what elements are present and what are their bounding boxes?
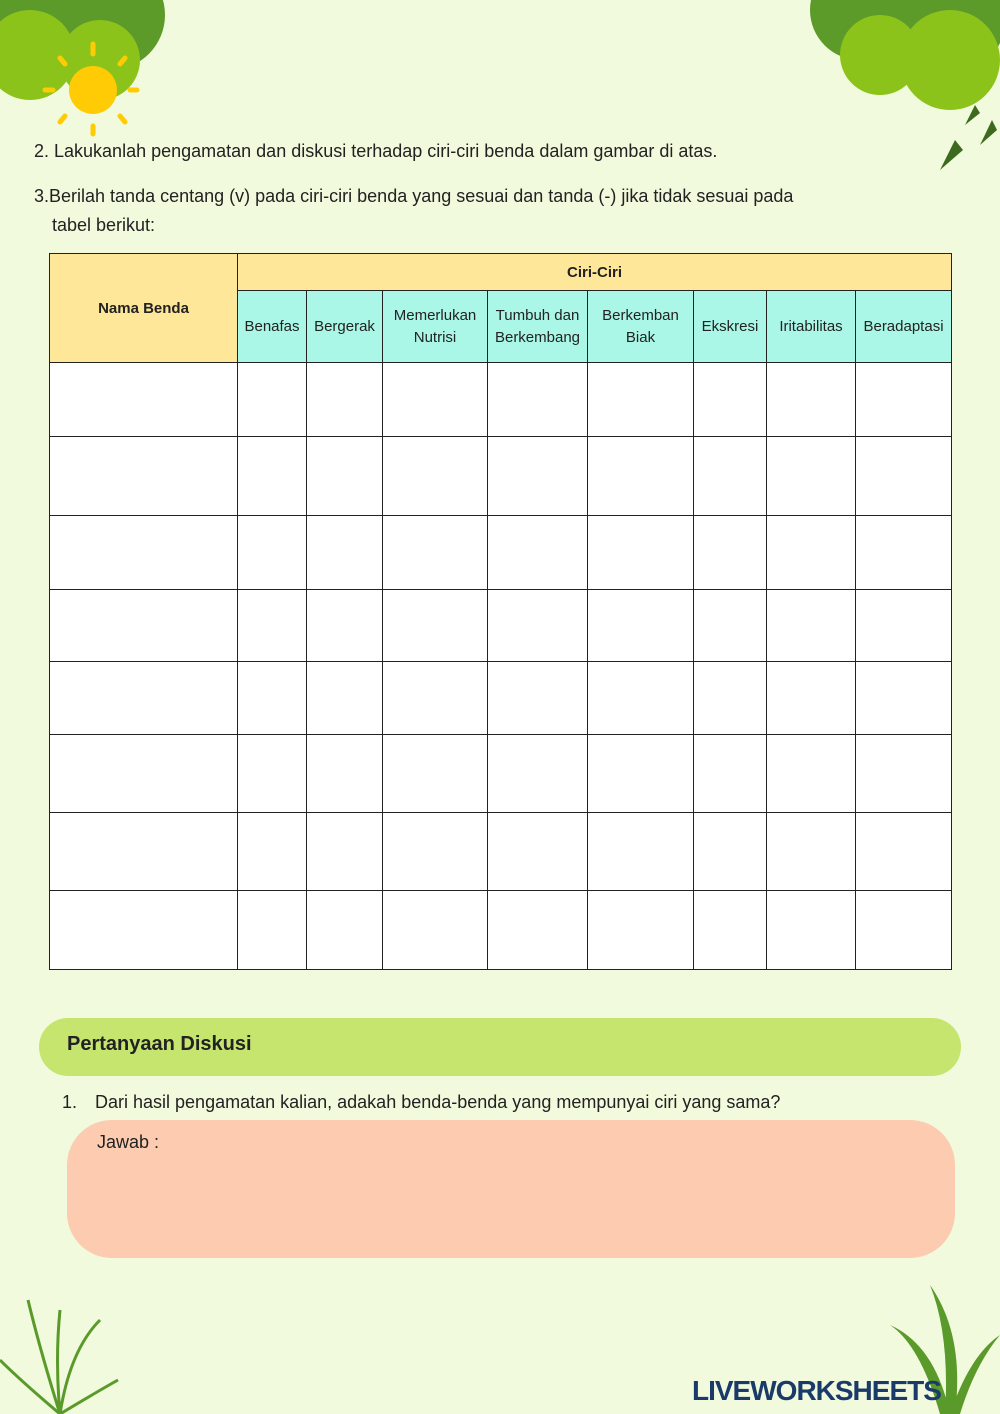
trait-input[interactable] [856, 544, 951, 561]
trait-input[interactable] [383, 765, 487, 782]
trait-cell [383, 590, 488, 662]
table-row [50, 662, 952, 735]
trait-input[interactable] [383, 843, 487, 860]
trait-cell [383, 735, 488, 813]
trait-cell [488, 590, 588, 662]
trait-input[interactable] [383, 617, 487, 634]
trait-input[interactable] [383, 391, 487, 408]
trait-cell [694, 363, 767, 437]
column-header: Iritabilitas [767, 291, 856, 363]
trait-cell [307, 891, 383, 970]
trait-cell [694, 891, 767, 970]
trait-cell [588, 516, 694, 590]
trait-cell [856, 813, 952, 891]
trait-input[interactable] [488, 689, 587, 706]
answer-input[interactable] [97, 1162, 921, 1246]
trait-input[interactable] [856, 689, 951, 706]
table-row [50, 363, 952, 437]
table-row [50, 813, 952, 891]
trait-cell [694, 437, 767, 516]
object-name-input[interactable] [50, 617, 237, 634]
trait-cell [767, 891, 856, 970]
trait-input[interactable] [588, 765, 693, 782]
trait-cell [238, 813, 307, 891]
trait-input[interactable] [767, 617, 855, 634]
trait-cell [694, 516, 767, 590]
trait-cell [383, 662, 488, 735]
question-number: 1. [62, 1092, 78, 1112]
column-header: Beradaptasi [856, 291, 952, 363]
grass-left-decoration-icon [0, 1290, 120, 1414]
tree-sun-decoration-icon [0, 0, 180, 140]
trait-input[interactable] [307, 467, 382, 484]
trait-cell [238, 516, 307, 590]
trait-cell [383, 437, 488, 516]
discussion-title: Pertanyaan Diskusi [67, 1033, 252, 1055]
trait-input[interactable] [383, 544, 487, 561]
column-header: Memerlukan Nutrisi [383, 291, 488, 363]
trait-input[interactable] [383, 467, 487, 484]
trait-input[interactable] [238, 689, 306, 706]
trait-input[interactable] [238, 617, 306, 634]
trait-cell [856, 363, 952, 437]
trait-cell [588, 437, 694, 516]
trait-input[interactable] [238, 765, 306, 782]
trait-cell [767, 735, 856, 813]
trait-input[interactable] [238, 544, 306, 561]
trait-cell [238, 662, 307, 735]
object-name-cell [50, 813, 238, 891]
trait-cell [238, 363, 307, 437]
trait-cell [488, 891, 588, 970]
trait-cell [307, 813, 383, 891]
answer-label: Jawab : [97, 1132, 160, 1152]
trait-input[interactable] [488, 617, 587, 634]
instruction-step-3: 3.Berilah tanda centang (v) pada ciri-ciri benda yang sesuai dan tanda (-) jika tidak sesuai pada [34, 186, 794, 206]
table-row [50, 735, 952, 813]
trait-input[interactable] [588, 921, 693, 938]
trait-input[interactable] [488, 391, 587, 408]
object-name-cell [50, 363, 238, 437]
trait-input[interactable] [307, 765, 382, 782]
trait-cell [488, 735, 588, 813]
trait-input[interactable] [307, 689, 382, 706]
trait-cell [307, 363, 383, 437]
trait-input[interactable] [307, 843, 382, 860]
liveworksheets-logo: LIVEWORKSHEETS [692, 1375, 941, 1406]
trait-input[interactable] [488, 765, 587, 782]
object-name-cell [50, 735, 238, 813]
object-name-input[interactable] [50, 765, 237, 782]
trait-cell [767, 813, 856, 891]
object-name-input[interactable] [50, 391, 237, 408]
trait-input[interactable] [588, 843, 693, 860]
object-name-input[interactable] [50, 843, 237, 860]
trait-cell [767, 437, 856, 516]
trait-input[interactable] [767, 391, 855, 408]
trait-input[interactable] [856, 617, 951, 634]
trait-input[interactable] [488, 843, 587, 860]
trait-input[interactable] [238, 843, 306, 860]
trait-input[interactable] [238, 921, 306, 938]
discussion-header [39, 1018, 961, 1076]
trait-cell [694, 662, 767, 735]
trait-input[interactable] [694, 689, 766, 706]
trait-input[interactable] [694, 617, 766, 634]
tree-birds-decoration-icon [800, 0, 1000, 180]
trait-input[interactable] [694, 391, 766, 408]
trait-input[interactable] [694, 765, 766, 782]
column-header: Berkemban Biak [588, 291, 694, 363]
object-name-cell [50, 437, 238, 516]
trait-input[interactable] [307, 391, 382, 408]
trait-cell [307, 516, 383, 590]
trait-cell [307, 662, 383, 735]
trait-cell [588, 662, 694, 735]
trait-input[interactable] [588, 544, 693, 561]
trait-cell [856, 590, 952, 662]
trait-cell [856, 891, 952, 970]
trait-cell [767, 590, 856, 662]
trait-input[interactable] [767, 544, 855, 561]
trait-cell [767, 516, 856, 590]
object-name-input[interactable] [50, 467, 237, 484]
instruction-step-3-cont: tabel berikut: [52, 215, 156, 235]
trait-input[interactable] [588, 391, 693, 408]
trait-input[interactable] [856, 765, 951, 782]
trait-input[interactable] [694, 544, 766, 561]
column-header: Benafas [238, 291, 307, 363]
trait-cell [307, 590, 383, 662]
trait-cell [488, 437, 588, 516]
trait-cell [307, 437, 383, 516]
trait-input[interactable] [694, 921, 766, 938]
trait-cell [694, 735, 767, 813]
trait-input[interactable] [588, 689, 693, 706]
object-name-input[interactable] [50, 544, 237, 561]
instruction-step-2: 2. Lakukanlah pengamatan dan diskusi terhadap ciri-ciri benda dalam gambar di atas. [34, 141, 718, 161]
object-name-cell [50, 590, 238, 662]
trait-cell [238, 590, 307, 662]
trait-input[interactable] [856, 843, 951, 860]
trait-cell [488, 363, 588, 437]
trait-cell [767, 363, 856, 437]
trait-input[interactable] [694, 467, 766, 484]
trait-input[interactable] [383, 921, 487, 938]
trait-cell [238, 437, 307, 516]
question-text: Dari hasil pengamatan kalian, adakah benda-benda yang mempunyai ciri yang sama? [95, 1092, 781, 1112]
trait-cell [588, 363, 694, 437]
trait-input[interactable] [307, 617, 382, 634]
trait-input[interactable] [767, 921, 855, 938]
observation-table [49, 253, 952, 970]
column-header: Tumbuh dan Berkembang [488, 291, 588, 363]
trait-cell [694, 590, 767, 662]
trait-input[interactable] [238, 391, 306, 408]
trait-cell [383, 891, 488, 970]
trait-input[interactable] [767, 843, 855, 860]
trait-cell [383, 363, 488, 437]
trait-input[interactable] [307, 921, 382, 938]
trait-input[interactable] [767, 467, 855, 484]
object-name-input[interactable] [50, 921, 237, 938]
trait-cell [856, 516, 952, 590]
question-1 [62, 1092, 780, 1113]
trait-cell [488, 813, 588, 891]
trait-cell [488, 516, 588, 590]
table-row [50, 891, 952, 970]
trait-cell [694, 813, 767, 891]
trait-input[interactable] [588, 467, 693, 484]
trait-input[interactable] [694, 843, 766, 860]
trait-cell [588, 891, 694, 970]
trait-input[interactable] [856, 467, 951, 484]
trait-cell [238, 735, 307, 813]
trait-cell [588, 813, 694, 891]
trait-input[interactable] [488, 467, 587, 484]
trait-input[interactable] [856, 921, 951, 938]
table-row [50, 437, 952, 516]
object-name-input[interactable] [50, 689, 237, 706]
trait-input[interactable] [307, 544, 382, 561]
trait-cell [588, 590, 694, 662]
trait-cell [588, 735, 694, 813]
answer-box [67, 1120, 955, 1258]
table-row [50, 590, 952, 662]
trait-cell [383, 813, 488, 891]
trait-cell [383, 516, 488, 590]
trait-cell [488, 662, 588, 735]
trait-cell [856, 735, 952, 813]
object-name-cell [50, 662, 238, 735]
object-name-cell [50, 516, 238, 590]
trait-input[interactable] [238, 467, 306, 484]
trait-cell [238, 891, 307, 970]
trait-input[interactable] [856, 391, 951, 408]
header-ciri-ciri: Ciri-Ciri [238, 254, 952, 291]
trait-cell [307, 735, 383, 813]
trait-input[interactable] [767, 689, 855, 706]
table-row [50, 516, 952, 590]
header-nama-benda: Nama Benda [50, 254, 238, 363]
trait-input[interactable] [767, 765, 855, 782]
object-name-cell [50, 891, 238, 970]
trait-cell [856, 662, 952, 735]
trait-cell [767, 662, 856, 735]
trait-input[interactable] [488, 921, 587, 938]
trait-input[interactable] [588, 617, 693, 634]
trait-input[interactable] [488, 544, 587, 561]
column-header: Bergerak [307, 291, 383, 363]
trait-cell [856, 437, 952, 516]
trait-input[interactable] [383, 689, 487, 706]
column-header: Ekskresi [694, 291, 767, 363]
